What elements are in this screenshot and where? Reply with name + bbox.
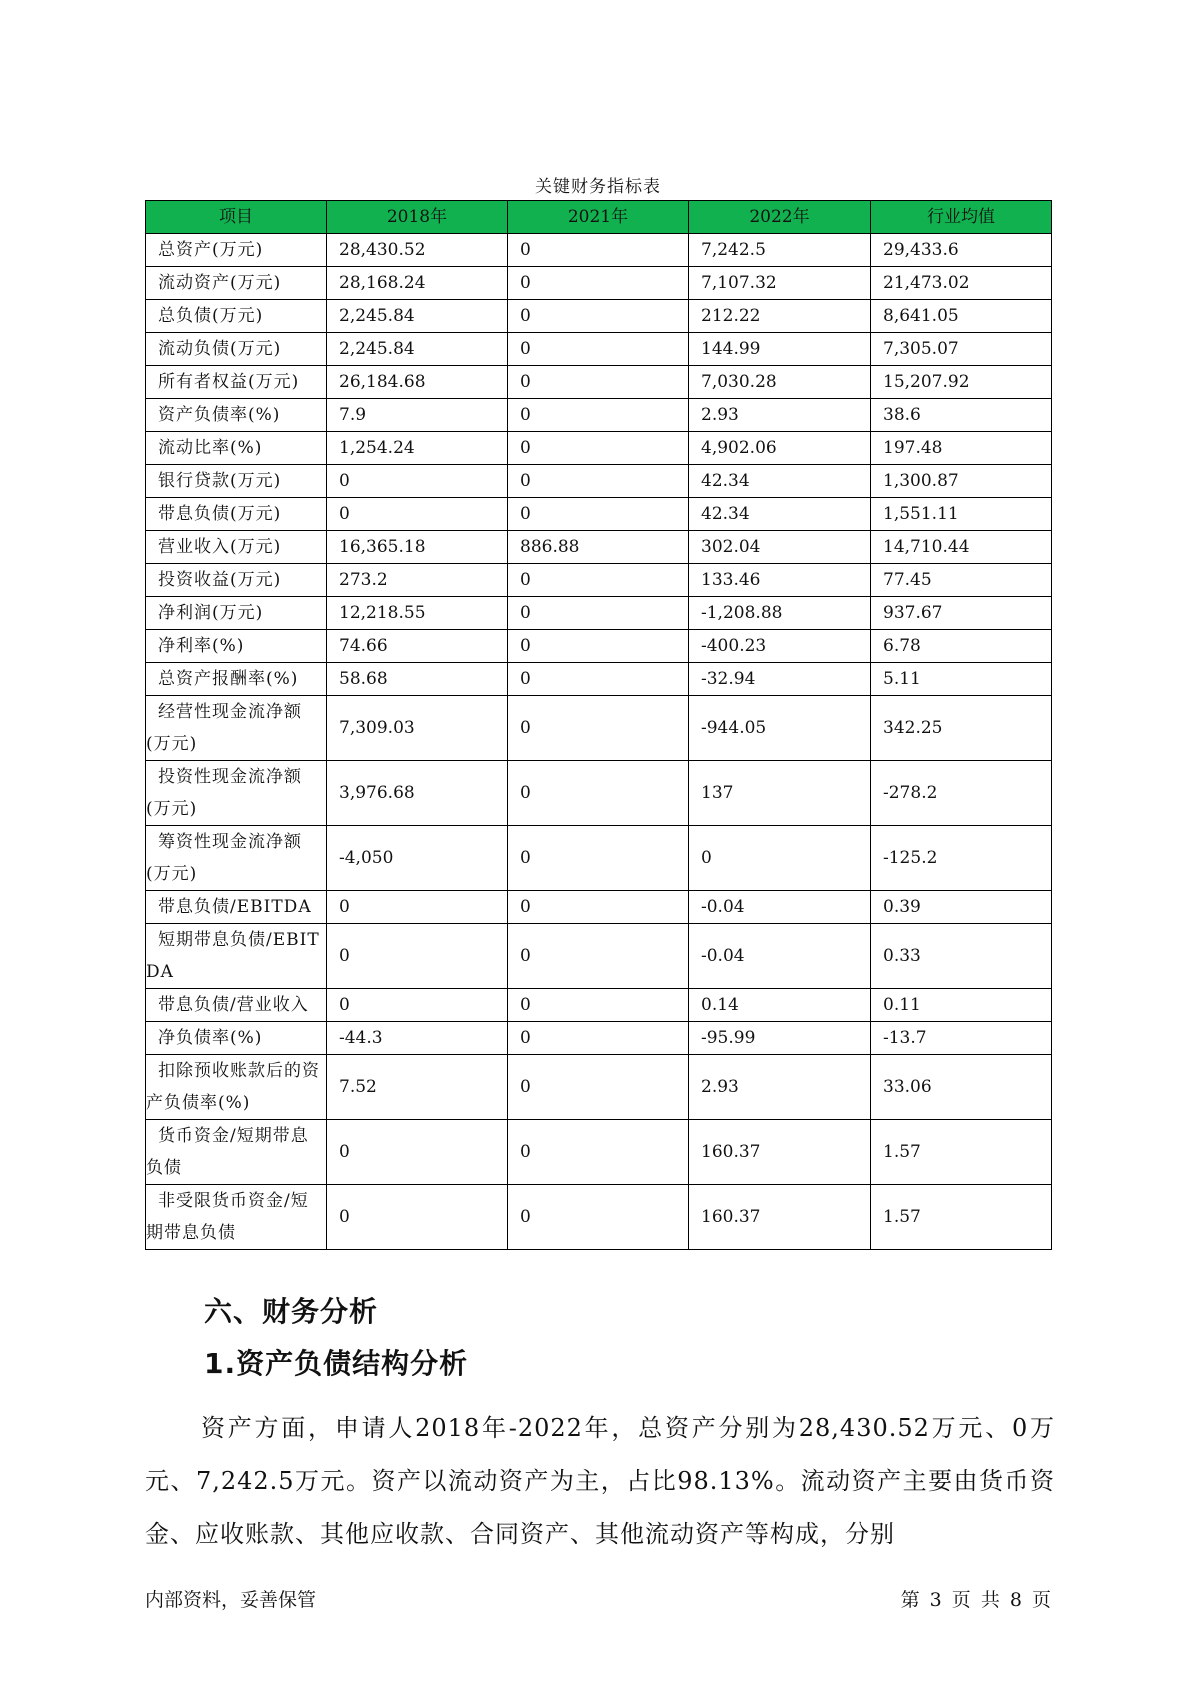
cell-2021: 0 [508, 399, 689, 432]
header-item: 项目 [146, 201, 327, 234]
cell-item: 银行贷款(万元) [146, 465, 327, 498]
cell-item: 总资产(万元) [146, 234, 327, 267]
table-row [146, 891, 1052, 924]
cell-industry-avg: 29,433.6 [871, 234, 1052, 267]
cell-2022: 212.22 [689, 300, 871, 333]
cell-item: 带息负债(万元) [146, 498, 327, 531]
cell-item: 净负债率(%) [146, 1022, 327, 1055]
table-row [146, 234, 1052, 267]
cell-2022: -32.94 [689, 663, 871, 696]
cell-industry-avg: 1.57 [871, 1185, 1052, 1250]
cell-item: 净利润(万元) [146, 597, 327, 630]
cell-2018: 26,184.68 [327, 366, 508, 399]
table-caption: 关键财务指标表 [535, 177, 661, 197]
cell-item: 流动负债(万元) [146, 333, 327, 366]
cell-2022: -0.04 [689, 891, 871, 924]
cell-industry-avg: 0.39 [871, 891, 1052, 924]
cell-2018: 16,365.18 [327, 531, 508, 564]
cell-2022: 0 [689, 826, 871, 891]
header-2021: 2021年 [508, 201, 689, 234]
cell-item: 经营性现金流净额(万元) [146, 696, 327, 761]
cell-item: 所有者权益(万元) [146, 366, 327, 399]
table-row [146, 465, 1052, 498]
cell-2022: 144.99 [689, 333, 871, 366]
cell-industry-avg: 38.6 [871, 399, 1052, 432]
table-row [146, 531, 1052, 564]
cell-item: 货币资金/短期带息负债 [146, 1120, 327, 1185]
cell-item: 短期带息负债/EBITDA [146, 924, 327, 989]
table-row [146, 564, 1052, 597]
cell-2022: 133.46 [689, 564, 871, 597]
cell-2018: 7.52 [327, 1055, 508, 1120]
cell-industry-avg: -278.2 [871, 761, 1052, 826]
cell-2021: 0 [508, 989, 689, 1022]
cell-2022: 7,242.5 [689, 234, 871, 267]
table-row [146, 1055, 1052, 1120]
cell-2018: 12,218.55 [327, 597, 508, 630]
cell-item: 扣除预收账款后的资产负债率(%) [146, 1055, 327, 1120]
cell-industry-avg: 21,473.02 [871, 267, 1052, 300]
table-row [146, 498, 1052, 531]
cell-industry-avg: 197.48 [871, 432, 1052, 465]
cell-2018: 2,245.84 [327, 300, 508, 333]
cell-2018: 0 [327, 989, 508, 1022]
table-row [146, 432, 1052, 465]
cell-2022: 2.93 [689, 1055, 871, 1120]
table-row [146, 267, 1052, 300]
cell-industry-avg: -13.7 [871, 1022, 1052, 1055]
cell-2021: 0 [508, 1185, 689, 1250]
cell-industry-avg: -125.2 [871, 826, 1052, 891]
table-row [146, 924, 1052, 989]
cell-2022: 7,107.32 [689, 267, 871, 300]
cell-2018: 3,976.68 [327, 761, 508, 826]
cell-2021: 886.88 [508, 531, 689, 564]
cell-2021: 0 [508, 1120, 689, 1185]
cell-2021: 0 [508, 267, 689, 300]
cell-2022: 302.04 [689, 531, 871, 564]
cell-2021: 0 [508, 366, 689, 399]
cell-2022: 160.37 [689, 1120, 871, 1185]
cell-item: 投资收益(万元) [146, 564, 327, 597]
table-row [146, 300, 1052, 333]
cell-2022: 4,902.06 [689, 432, 871, 465]
cell-2018: 74.66 [327, 630, 508, 663]
table-row [146, 989, 1052, 1022]
cell-2018: 28,430.52 [327, 234, 508, 267]
cell-item: 投资性现金流净额(万元) [146, 761, 327, 826]
cell-2018: -44.3 [327, 1022, 508, 1055]
footer-confidential-note: 内部资料，妥善保管 [145, 1589, 317, 1611]
cell-item: 营业收入(万元) [146, 531, 327, 564]
cell-2022: 137 [689, 761, 871, 826]
cell-2021: 0 [508, 432, 689, 465]
cell-2021: 0 [508, 465, 689, 498]
cell-2022: -1,208.88 [689, 597, 871, 630]
cell-2018: 0 [327, 465, 508, 498]
analysis-paragraph: 资产方面，申请人2018年-2022年，总资产分别为28,430.52万元、0万元、7,242.5万元。资产以流动资产为主，占比98.13%。流动资产主要由货币资金、应收账款、其他应收款、合同资产、其他流动资产等构成，分别 [145, 1414, 1055, 1548]
cell-2022: 42.34 [689, 465, 871, 498]
cell-2018: 0 [327, 924, 508, 989]
cell-industry-avg: 0.33 [871, 924, 1052, 989]
cell-2018: 28,168.24 [327, 267, 508, 300]
cell-2021: 0 [508, 234, 689, 267]
header-2018: 2018年 [327, 201, 508, 234]
cell-industry-avg: 1,300.87 [871, 465, 1052, 498]
cell-2022: 7,030.28 [689, 366, 871, 399]
table-row [146, 1022, 1052, 1055]
cell-industry-avg: 7,305.07 [871, 333, 1052, 366]
cell-industry-avg: 5.11 [871, 663, 1052, 696]
table-row [146, 333, 1052, 366]
cell-item: 总负债(万元) [146, 300, 327, 333]
cell-2018: 7,309.03 [327, 696, 508, 761]
table-row [146, 826, 1052, 891]
cell-item: 流动比率(%) [146, 432, 327, 465]
cell-item: 带息负债/营业收入 [146, 989, 327, 1022]
cell-2021: 0 [508, 924, 689, 989]
cell-2021: 0 [508, 1055, 689, 1120]
cell-2018: 2,245.84 [327, 333, 508, 366]
cell-industry-avg: 15,207.92 [871, 366, 1052, 399]
table-row [146, 663, 1052, 696]
cell-2021: 0 [508, 564, 689, 597]
cell-2022: -0.04 [689, 924, 871, 989]
table-header-row [146, 201, 1052, 234]
cell-item: 筹资性现金流净额(万元) [146, 826, 327, 891]
cell-2021: 0 [508, 630, 689, 663]
cell-item: 流动资产(万元) [146, 267, 327, 300]
cell-2021: 0 [508, 333, 689, 366]
cell-2022: 0.14 [689, 989, 871, 1022]
table-row [146, 399, 1052, 432]
cell-item: 净利率(%) [146, 630, 327, 663]
cell-2022: -95.99 [689, 1022, 871, 1055]
cell-2018: 0 [327, 498, 508, 531]
table-row [146, 1185, 1052, 1250]
table-row [146, 597, 1052, 630]
cell-item: 非受限货币资金/短期带息负债 [146, 1185, 327, 1250]
header-2022: 2022年 [689, 201, 871, 234]
table-row [146, 761, 1052, 826]
cell-industry-avg: 14,710.44 [871, 531, 1052, 564]
cell-industry-avg: 8,641.05 [871, 300, 1052, 333]
cell-item: 带息负债/EBITDA [146, 891, 327, 924]
cell-2022: 2.93 [689, 399, 871, 432]
cell-industry-avg: 6.78 [871, 630, 1052, 663]
cell-2021: 0 [508, 696, 689, 761]
cell-industry-avg: 1.57 [871, 1120, 1052, 1185]
cell-industry-avg: 0.11 [871, 989, 1052, 1022]
cell-item: 总资产报酬率(%) [146, 663, 327, 696]
cell-2021: 0 [508, 1022, 689, 1055]
header-industry-avg: 行业均值 [871, 201, 1052, 234]
cell-industry-avg: 1,551.11 [871, 498, 1052, 531]
cell-item: 资产负债率(%) [146, 399, 327, 432]
financial-indicators-table [145, 200, 1052, 1250]
cell-2022: 42.34 [689, 498, 871, 531]
cell-industry-avg: 342.25 [871, 696, 1052, 761]
cell-2022: 160.37 [689, 1185, 871, 1250]
cell-2021: 0 [508, 891, 689, 924]
section-heading: 六、财务分析 [204, 1295, 379, 1328]
cell-industry-avg: 77.45 [871, 564, 1052, 597]
cell-industry-avg: 937.67 [871, 597, 1052, 630]
cell-2018: 0 [327, 1120, 508, 1185]
cell-2022: -400.23 [689, 630, 871, 663]
cell-2018: 1,254.24 [327, 432, 508, 465]
cell-2018: 0 [327, 1185, 508, 1250]
table-row [146, 1120, 1052, 1185]
table-row [146, 366, 1052, 399]
cell-2021: 0 [508, 826, 689, 891]
table-row [146, 696, 1052, 761]
cell-2018: 0 [327, 891, 508, 924]
cell-2021: 0 [508, 498, 689, 531]
cell-2021: 0 [508, 761, 689, 826]
cell-2021: 0 [508, 300, 689, 333]
cell-2022: -944.05 [689, 696, 871, 761]
section-subheading: 1.资产负债结构分析 [204, 1347, 469, 1380]
footer-page-number: 第 3 页 共 8 页 [900, 1589, 1051, 1611]
cell-2018: 273.2 [327, 564, 508, 597]
cell-industry-avg: 33.06 [871, 1055, 1052, 1120]
cell-2021: 0 [508, 597, 689, 630]
cell-2021: 0 [508, 663, 689, 696]
table-row [146, 630, 1052, 663]
cell-2018: 7.9 [327, 399, 508, 432]
cell-2018: 58.68 [327, 663, 508, 696]
cell-2018: -4,050 [327, 826, 508, 891]
